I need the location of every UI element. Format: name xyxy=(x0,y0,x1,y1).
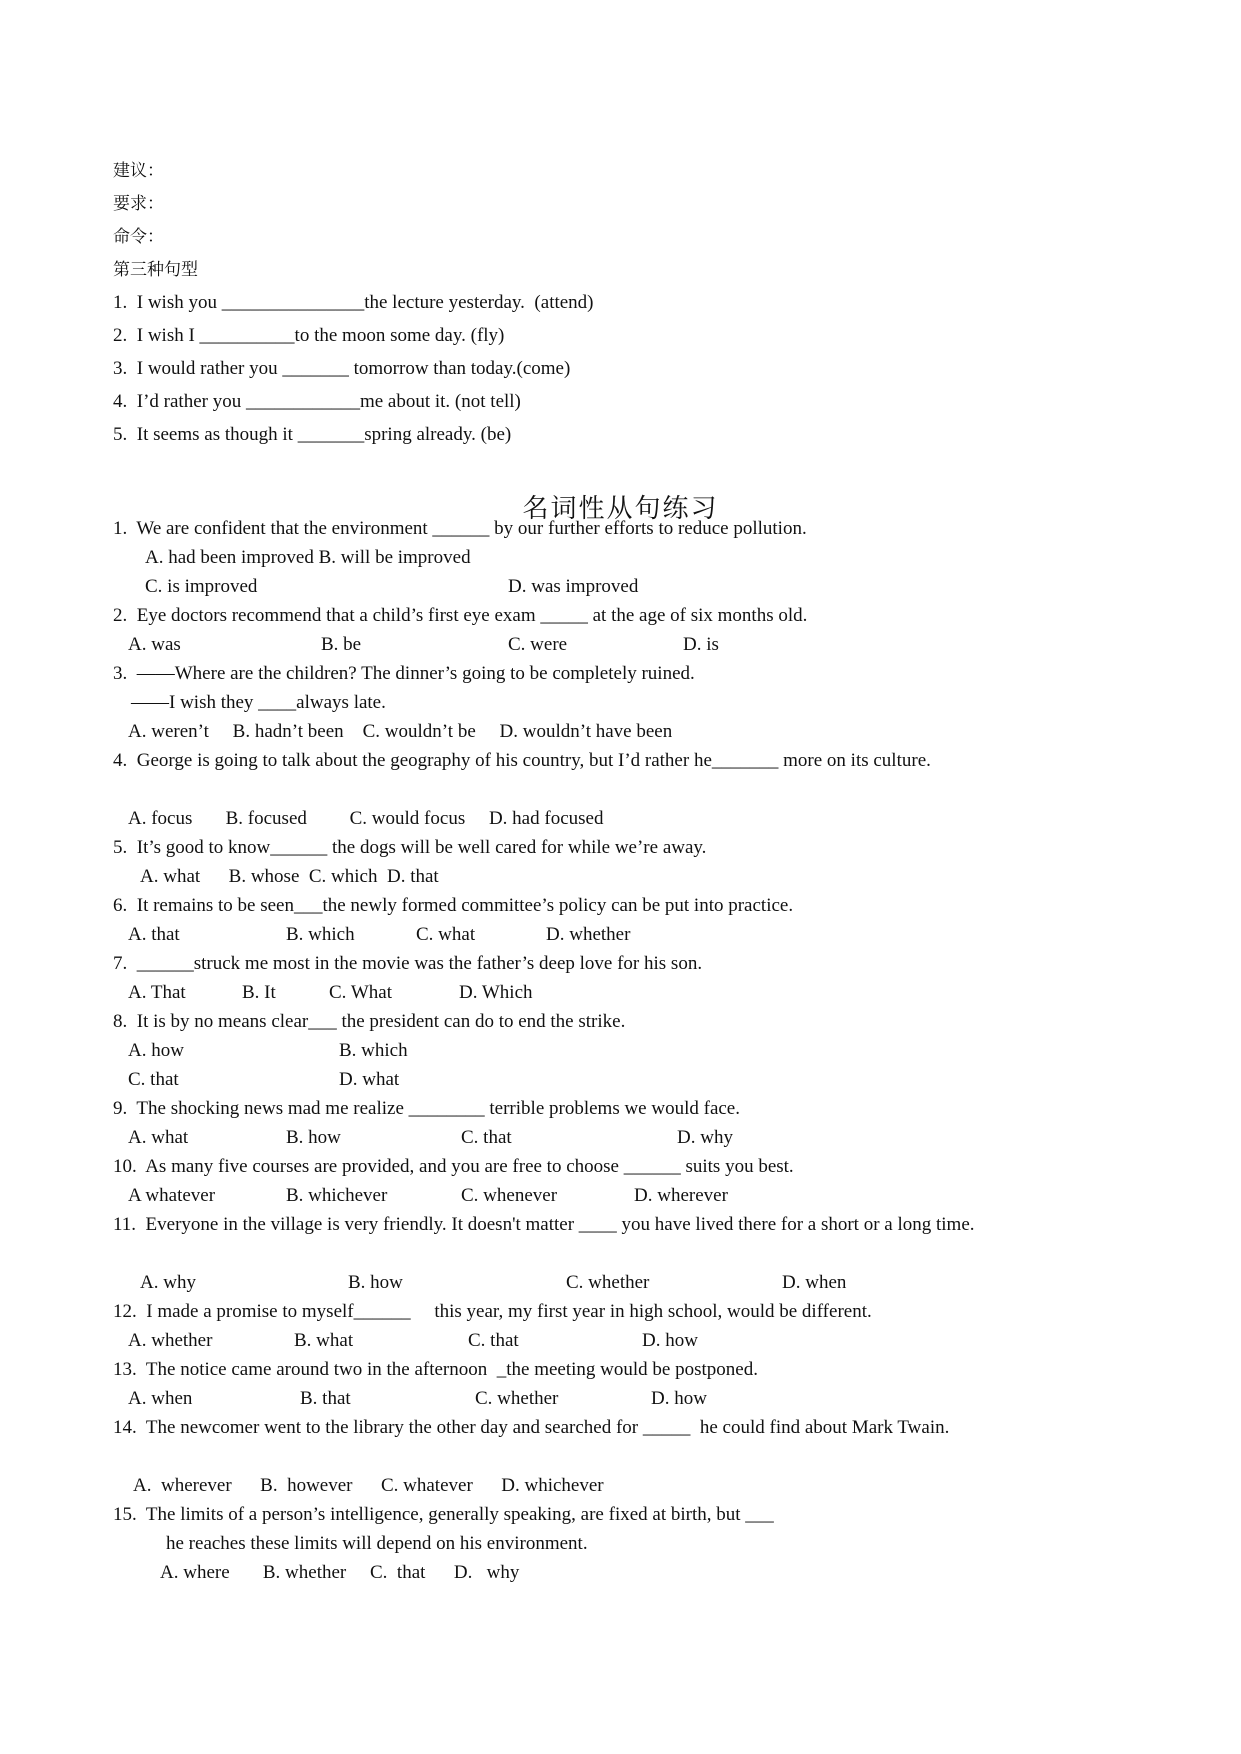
question-15: 15. The limits of a person’s intelligence, generally speaking, are fixed at birth, but ___ xyxy=(113,1504,774,1525)
option: D. how xyxy=(651,1388,707,1409)
option: D. when xyxy=(782,1272,847,1293)
heading-command: 命令： xyxy=(113,227,164,247)
section-title: 名词性从句练习 xyxy=(522,494,719,524)
question-11: 11. Everyone in the village is very friendly. It doesn't matter ____ you have lived there for a short or a long time. xyxy=(113,1214,975,1235)
option: B. that xyxy=(300,1388,351,1409)
option: B. how xyxy=(348,1272,403,1293)
option: B. whichever xyxy=(286,1185,388,1206)
option: B. which xyxy=(286,924,355,945)
question-13: 13. The notice came around two in the afternoon _the meeting would be postponed. xyxy=(113,1359,758,1380)
option: C. What xyxy=(329,982,392,1003)
option: A. was xyxy=(128,634,181,655)
heading-pattern3: 第三种句型 xyxy=(113,260,198,280)
question-6: 6. It remains to be seen___the newly formed committee’s policy can be put into practice. xyxy=(113,895,794,916)
option: B. how xyxy=(286,1127,341,1148)
options-row: A. wherever B. however C. whatever D. whichever xyxy=(133,1475,604,1496)
option: B. It xyxy=(242,982,276,1003)
option: C. what xyxy=(416,924,476,945)
question-15-cont: he reaches these limits will depend on his environment. xyxy=(166,1533,588,1554)
question-4: 4. George is going to talk about the geography of his country, but I’d rather he_______ more on its culture. xyxy=(113,750,931,771)
option: A whatever xyxy=(128,1185,216,1206)
option: C. were xyxy=(508,634,568,655)
option: C. whether xyxy=(475,1388,559,1409)
question-12: 12. I made a promise to myself______ this year, my first year in high school, would be different. xyxy=(113,1301,872,1322)
option: A. how xyxy=(128,1040,184,1061)
option: D. how xyxy=(642,1330,698,1351)
option: C. that xyxy=(128,1069,179,1090)
options-row: A. weren’t B. hadn’t been C. wouldn’t be D. wouldn’t have been xyxy=(128,721,673,742)
question-5: 5. It’s good to know______ the dogs will be well cared for while we’re away. xyxy=(113,837,707,858)
exercise-item: 4. I’d rather you ____________me about it. (not tell) xyxy=(113,391,521,412)
option: A. that xyxy=(128,924,180,945)
heading-require: 要求： xyxy=(113,194,164,214)
question-10: 10. As many five courses are provided, and you are free to choose ______ suits you best. xyxy=(113,1156,794,1177)
heading-suggest: 建议： xyxy=(113,161,164,181)
question-7: 7. ______struck me most in the movie was the father’s deep love for his son. xyxy=(113,953,703,974)
exercise-item: 3. I would rather you _______ tomorrow than today.(come) xyxy=(113,358,571,379)
option: A. whether xyxy=(128,1330,213,1351)
option: C. whether xyxy=(566,1272,650,1293)
option: D. wherever xyxy=(634,1185,728,1206)
option: A. when xyxy=(128,1388,193,1409)
option: D. Which xyxy=(459,982,533,1003)
option: B. be xyxy=(321,634,362,655)
option: B. which xyxy=(339,1040,408,1061)
question-2: 2. Eye doctors recommend that a child’s first eye exam _____ at the age of six months old. xyxy=(113,605,808,626)
option: C. is improved xyxy=(145,576,258,597)
option: D. is xyxy=(683,634,719,655)
options-row: A. focus B. focused C. would focus D. had focused xyxy=(128,808,604,829)
options-row: A. where B. whether C. that D. why xyxy=(160,1562,520,1583)
option: D. whether xyxy=(546,924,631,945)
question-3: 3. ——Where are the children? The dinner’s going to be completely ruined. xyxy=(113,663,695,684)
option: A. That xyxy=(128,982,186,1003)
option: C. that xyxy=(468,1330,519,1351)
option: A. had been improved B. will be improved xyxy=(145,547,471,568)
question-3-dialog: ——I wish they ____always late. xyxy=(131,692,386,713)
option: C. whenever xyxy=(461,1185,558,1206)
option: D. what xyxy=(339,1069,400,1090)
option: B. what xyxy=(294,1330,354,1351)
question-14: 14. The newcomer went to the library the other day and searched for _____ he could find about Mark Twain. xyxy=(113,1417,950,1438)
option: C. that xyxy=(461,1127,512,1148)
exercise-item: 5. It seems as though it _______spring already. (be) xyxy=(113,424,512,445)
exercise-item: 1. I wish you _______________the lecture yesterday. (attend) xyxy=(113,292,594,313)
exercise-item: 2. I wish I __________to the moon some day. (fly) xyxy=(113,325,505,346)
option: A. what xyxy=(128,1127,189,1148)
question-1: 1. We are confident that the environment ______ by our further efforts to reduce pollution. xyxy=(113,518,807,539)
options-row: A. what B. whose C. which D. that xyxy=(140,866,439,887)
question-8: 8. It is by no means clear___ the president can do to end the strike. xyxy=(113,1011,626,1032)
option: D. was improved xyxy=(508,576,639,597)
option: D. why xyxy=(677,1127,733,1148)
question-9: 9. The shocking news mad me realize ________ terrible problems we would face. xyxy=(113,1098,740,1119)
option: A. why xyxy=(140,1272,196,1293)
